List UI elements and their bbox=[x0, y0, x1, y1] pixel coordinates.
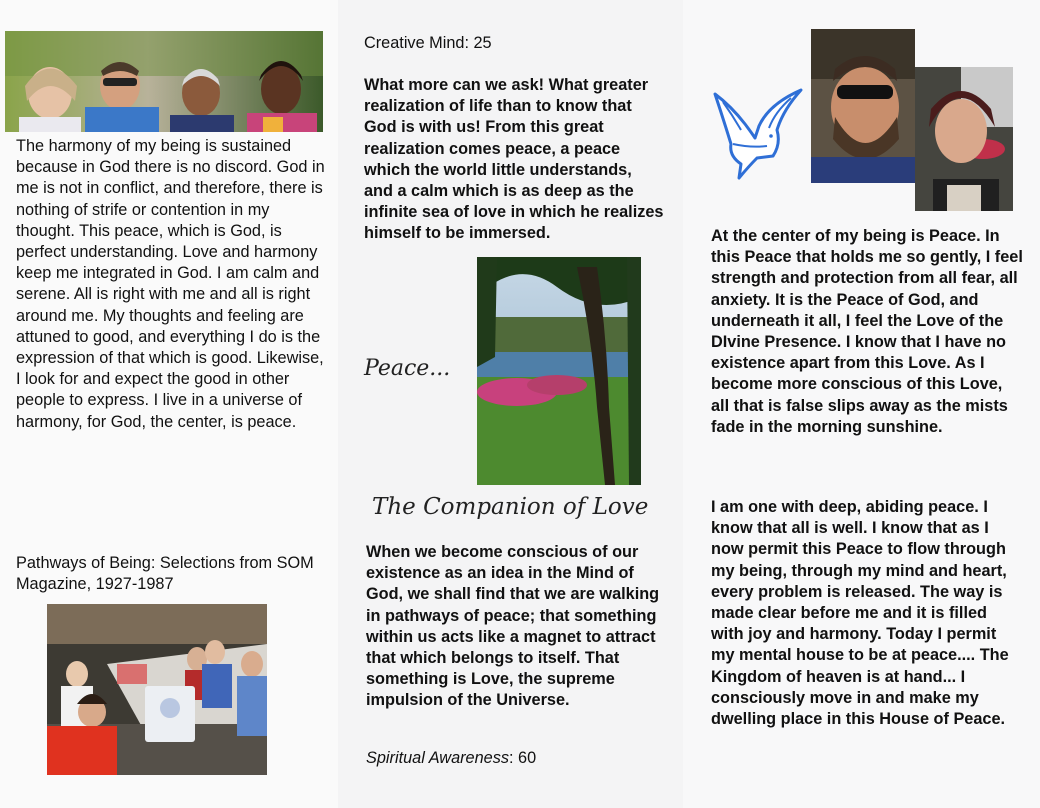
source-bottom-title: Spiritual Awareness bbox=[366, 749, 509, 767]
couple-photo bbox=[811, 29, 1013, 211]
quote-top: What more can we ask! What greater realization of life than to know that God is with us! From this great realization comes peace, a peace which the world little understands, and a calm which is as deep as the infinite sea of love in which he realizes himself to be immersed. bbox=[364, 76, 664, 243]
picnic-photo bbox=[47, 604, 267, 775]
source-bottom bbox=[366, 748, 666, 769]
quote-bottom: When we become conscious of our existence as an idea in the Mind of God, we shall find that we are walking in pathways of peace; that something within us acts like a magnet to attract that which belongs to itself. That something is Love, the supreme impulsion of the Universe. bbox=[366, 543, 660, 710]
paragraph-2: I am one with deep, abiding peace. I know that all is well. I know that as I now permit this Peace to flow through my being, through my mind and heart, every problem is released. The way is made clear before me and it is filled with joy and harmony. Today I permit my mental house to be at peace.... The Kingdom of heaven is at hand... I consciously move in and make my dwelling place in this House of Peace. bbox=[711, 498, 1009, 729]
companion-heading: The Companion of Love bbox=[372, 494, 649, 520]
left-panel bbox=[0, 0, 338, 808]
citation: Pathways of Being: Selections from SOM Magazine, 1927-1987 bbox=[16, 554, 314, 594]
middle-panel bbox=[338, 0, 683, 808]
source-bottom-page: : 60 bbox=[509, 749, 537, 767]
peace-heading: Peace... bbox=[364, 356, 451, 381]
lake-photo bbox=[477, 257, 641, 485]
dove-icon bbox=[711, 86, 805, 182]
paragraph-1: At the center of my being is Peace. In this Peace that holds me so gently, I feel strength and protection from all fear, all anxiety. It is the Peace of God, and underneath it all, I feel the Love of the DIvine Presence. I know that I have no existence apart from this Love. As I become more conscious of this Love, all that is false slips away as the mists fade in the morning sunshine. bbox=[711, 227, 1023, 436]
group-photo bbox=[5, 31, 323, 132]
body-text: The harmony of my being is sustained because in God there is no discord. God in me is not in conflict, and therefore, there is nothing of strife or contention in my thought. This peace, which is God, is perfect understanding. Love and harmony keep me integrated in God. I am calm and serene. All is right with me and all is right around me. My thoughts and feeling are attuned to good, and everything I do is the expression of that which is good. Likewise, I look for and expect the good in other people to express. I live in a universe of harmony, for God, the center, is peace. bbox=[16, 137, 325, 431]
source-top: Creative Mind: 25 bbox=[364, 34, 492, 52]
right-panel bbox=[683, 0, 1040, 808]
